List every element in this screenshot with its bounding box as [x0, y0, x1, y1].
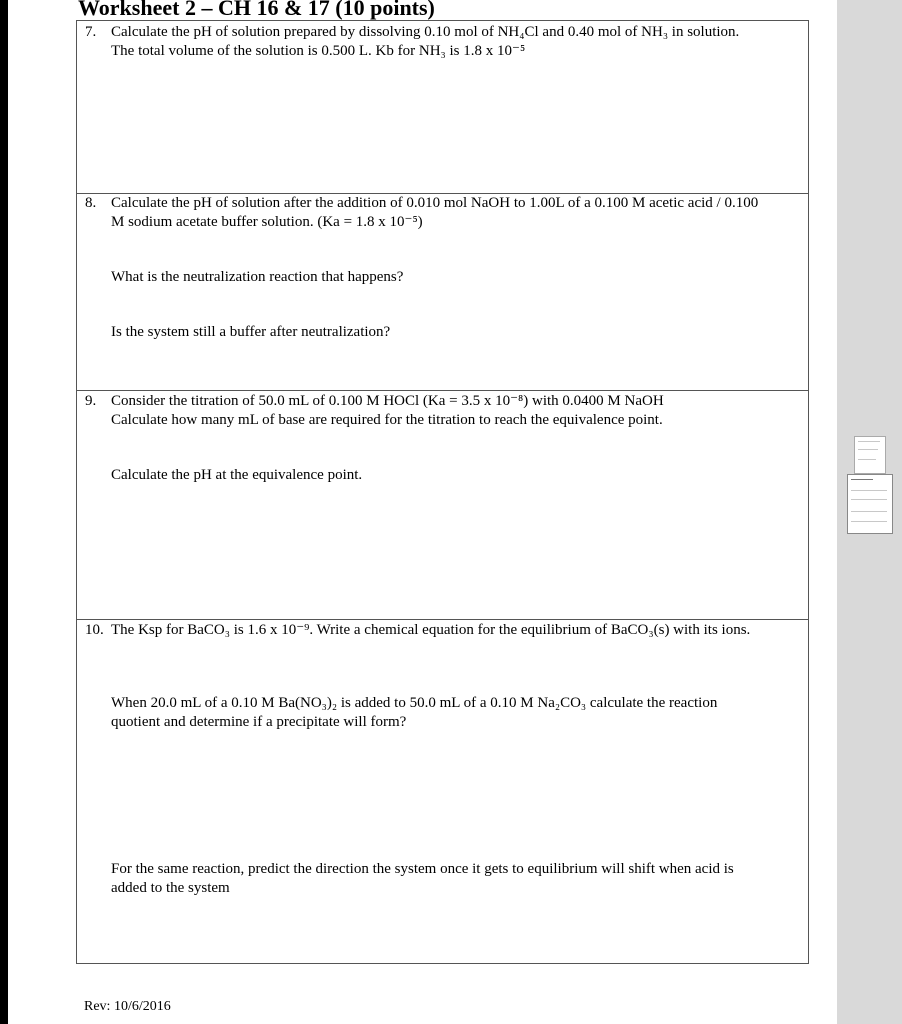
page-thumbnail-2[interactable]	[847, 474, 893, 534]
question-8-subpart-1: What is the neutralization reaction that happens?	[111, 269, 404, 285]
question-10-line-1: The Ksp for BaCO₃ is 1.6 x 10⁻⁹. Write a chemical equation for the equilibrium of BaCO₃(s) with its ions.	[111, 622, 751, 638]
question-8-line-2: M sodium acetate buffer solution. (Ka = 1.8 x 10⁻⁵)	[111, 214, 423, 230]
question-8-subpart-2: Is the system still a buffer after neutralization?	[111, 324, 391, 340]
question-9-line-1: Consider the titration of 50.0 mL of 0.100 M HOCl (Ka = 3.5 x 10⁻⁸) with 0.0400 M NaOH	[111, 393, 664, 409]
question-9-number: 9.	[85, 393, 97, 409]
question-10-subpart-2-line-1: For the same reaction, predict the direction the system once it gets to equilibrium will shift when acid is	[111, 861, 734, 877]
question-10-subpart-2-line-2: added to the system	[111, 880, 230, 896]
question-9-line-2: Calculate how many mL of base are required for the titration to reach the equivalence point.	[111, 412, 663, 428]
question-7-line-2: The total volume of the solution is 0.500 L. Kb for NH₃ is 1.8 x 10⁻⁵	[111, 43, 526, 59]
question-10-box	[76, 619, 809, 964]
page-thumbnail-sidebar	[837, 0, 902, 1024]
question-9-subpart-1: Calculate the pH at the equivalence point.	[111, 467, 363, 483]
page-thumbnail-1[interactable]	[854, 436, 886, 474]
question-10-subpart-1-line-2: quotient and determine if a precipitate will form?	[111, 714, 407, 730]
question-10-number: 10.	[85, 622, 104, 638]
revision-date: Rev: 10/6/2016	[84, 999, 171, 1014]
question-10-subpart-1-line-1: When 20.0 mL of a 0.10 M Ba(NO₃)₂ is added to 50.0 mL of a 0.10 M Na₂CO₃ calculate the reaction	[111, 695, 718, 711]
question-8-line-1: Calculate the pH of solution after the addition of 0.010 mol NaOH to 1.00L of a 0.100 M acetic acid / 0.100	[111, 195, 759, 211]
question-8-number: 8.	[85, 195, 97, 211]
question-7-number: 7.	[85, 24, 97, 40]
question-7-line-1: Calculate the pH of solution prepared by dissolving 0.10 mol of NH₄Cl and 0.40 mol of NH₃ in solution.	[111, 24, 740, 40]
worksheet-title: Worksheet 2 – CH 16 & 17 (10 points)	[78, 0, 435, 20]
